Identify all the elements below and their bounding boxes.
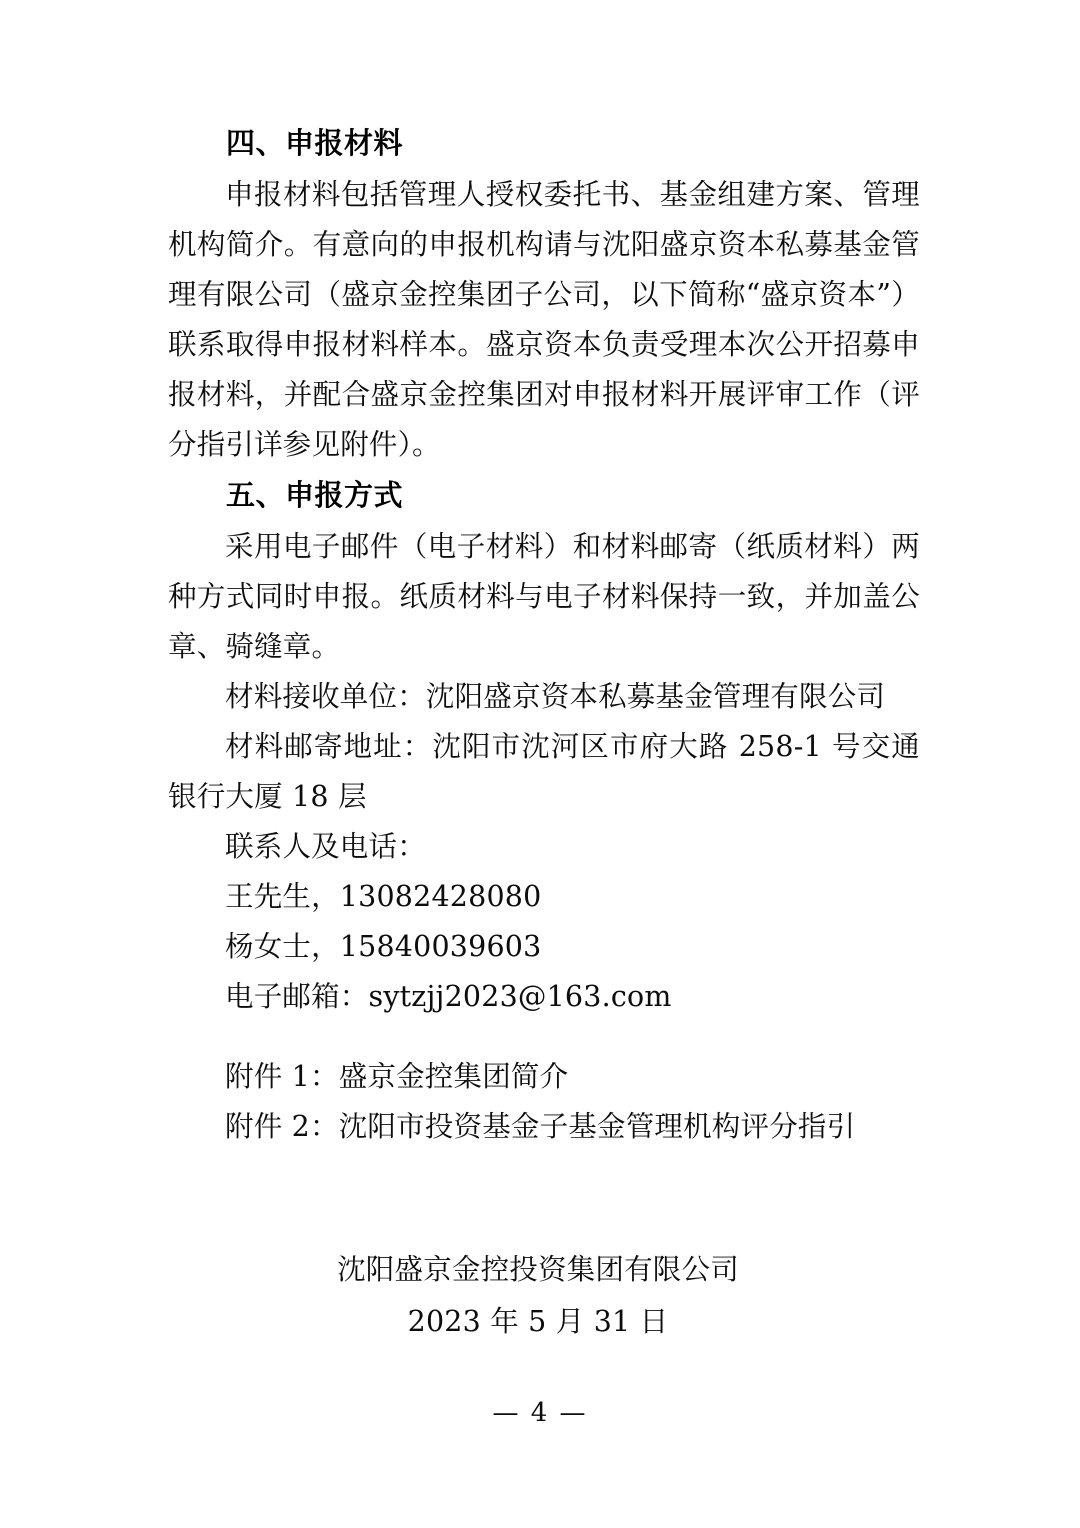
section-four-paragraph: 申报材料包括管理人授权委托书、基金组建方案、管理机构简介。有意向的申报机构请与沈阳盛京资本私募基金管理有限公司（盛京金控集团子公司，以下简称“盛京资本”）联系取得申报材料样本。盛京资本负责受理本次公开招募申报材料，并配合盛京金控集团对申报材料开展评审工作（评分指引详参见附件）。 [168,178,920,461]
signature-date: 2023 年 5 月 31 日 [407,1305,669,1338]
page-number: — 4 — [492,1398,588,1428]
signature-organization: 沈阳盛京金控投资集团有限公司 [337,1253,739,1286]
contact-heading-line: 联系人及电话： [225,830,426,863]
document-body [168,118,920,1348]
mailing-address-line: 材料邮寄地址：沈阳市沈河区市府大路 258-1 号交通银行大厦 18 层 [168,730,920,813]
attachment-list [168,1052,920,1152]
section-heading-five: 五、申报方式 [226,478,404,512]
contact-person-wang: 王先生，13082428080 [225,880,542,913]
contact-email-line: 电子邮箱：sytzjj2023@163.com [225,980,672,1013]
attachment-item-2: 附件 2：沈阳市投资基金子基金管理机构评分指引 [225,1110,856,1143]
attachment-item-1: 附件 1：盛京金控集团简介 [225,1060,569,1093]
receiving-unit-line: 材料接收单位：沈阳盛京资本私募基金管理有限公司 [225,680,886,713]
section-five-paragraph: 采用电子邮件（电子材料）和材料邮寄（纸质材料）两种方式同时申报。纸质材料与电子材料保持一致，并加盖公章、骑缝章。 [168,530,920,663]
signature-block [168,1244,920,1348]
contact-person-yang: 杨女士，15840039603 [225,930,542,963]
section-heading-four: 四、申报材料 [226,126,404,160]
